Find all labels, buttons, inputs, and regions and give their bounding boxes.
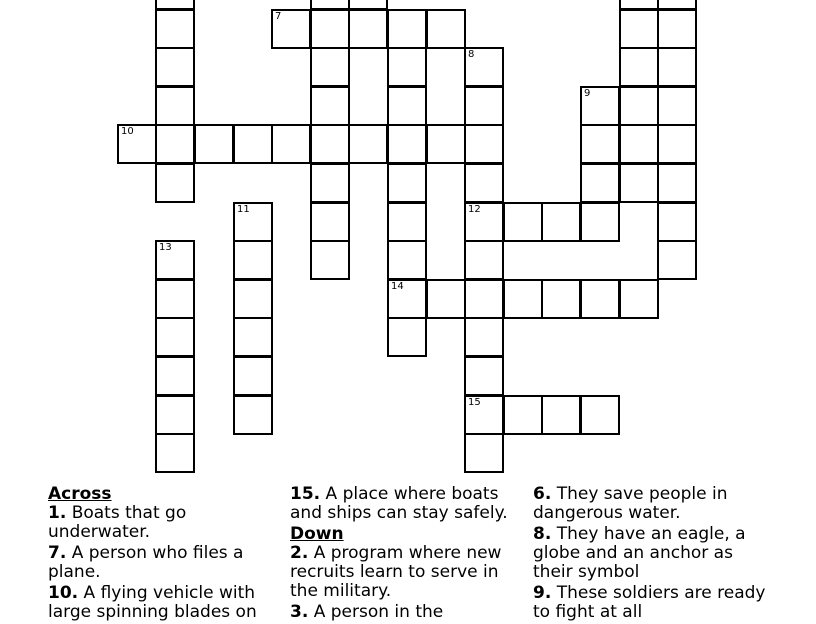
clue-text: Boats that go underwater. <box>48 503 187 542</box>
grid-cell[interactable] <box>155 279 195 319</box>
grid-cell[interactable] <box>155 356 195 396</box>
grid-cell[interactable] <box>619 9 659 49</box>
grid-cell[interactable] <box>233 124 273 164</box>
clue-number: 8. <box>533 524 552 544</box>
grid-cell[interactable] <box>387 163 427 203</box>
clue-number: 1. <box>48 503 67 523</box>
grid-cell[interactable] <box>464 279 504 319</box>
clues-column-1 <box>48 485 276 624</box>
grid-cell[interactable] <box>387 240 427 280</box>
cell-number: 9 <box>584 88 591 99</box>
clue-across-7 <box>48 544 276 582</box>
grid-cell[interactable] <box>619 124 659 164</box>
grid-cell[interactable] <box>310 86 350 126</box>
grid-cell[interactable] <box>657 9 697 49</box>
grid-cell[interactable] <box>657 163 697 203</box>
grid-cell[interactable] <box>464 163 504 203</box>
grid-cell[interactable] <box>580 202 620 242</box>
grid-cell[interactable] <box>580 124 620 164</box>
cell-number: 11 <box>237 204 250 215</box>
grid-cell[interactable] <box>117 124 157 164</box>
grid-cell[interactable] <box>310 163 350 203</box>
grid-cell[interactable] <box>155 9 195 49</box>
clue-number: 9. <box>533 583 552 603</box>
grid-cell[interactable] <box>155 86 195 126</box>
clue-down-2 <box>290 544 520 601</box>
clue-number: 2. <box>290 543 309 563</box>
clues-column-2 <box>290 485 520 624</box>
clue-text: They save people in dangerous water. <box>533 484 728 523</box>
clue-number: 15. <box>290 484 321 504</box>
grid-cell[interactable] <box>426 9 466 49</box>
cell-number: 8 <box>468 49 475 60</box>
clue-down-8 <box>533 525 768 582</box>
grid-cell[interactable] <box>619 47 659 87</box>
clue-text: A flying vehicle with large spinning blades on <box>48 583 257 622</box>
cell-number: 7 <box>275 11 282 22</box>
grid-cell[interactable] <box>541 279 581 319</box>
clue-text: A person who files a plane. <box>48 543 244 582</box>
grid-cell[interactable] <box>310 47 350 87</box>
grid-cell[interactable] <box>194 124 234 164</box>
grid-cell[interactable] <box>503 395 543 435</box>
clue-down-6 <box>533 485 768 523</box>
down-heading: Down <box>290 524 344 544</box>
grid-cell[interactable] <box>657 202 697 242</box>
grid-cell[interactable] <box>464 202 504 242</box>
grid-cell[interactable] <box>541 202 581 242</box>
grid-cell[interactable] <box>503 279 543 319</box>
grid-cell[interactable] <box>464 433 504 473</box>
grid-cell[interactable] <box>155 317 195 357</box>
grid-cell[interactable] <box>619 86 659 126</box>
grid-cell[interactable] <box>426 124 466 164</box>
grid-cell[interactable] <box>619 279 659 319</box>
grid-cell[interactable] <box>387 47 427 87</box>
grid-cell[interactable] <box>657 86 697 126</box>
grid-cell[interactable] <box>387 9 427 49</box>
cell-number: 14 <box>391 281 404 292</box>
grid-cell[interactable] <box>657 47 697 87</box>
clue-across-1 <box>48 504 276 542</box>
grid-cell[interactable] <box>233 317 273 357</box>
clue-number: 3. <box>290 602 309 622</box>
grid-cell[interactable] <box>464 395 504 435</box>
grid-cell[interactable] <box>155 240 195 280</box>
grid-cell[interactable] <box>310 9 350 49</box>
clue-across-10 <box>48 584 276 622</box>
grid-cell[interactable] <box>580 279 620 319</box>
cell-number: 12 <box>468 204 481 215</box>
grid-cell[interactable] <box>580 163 620 203</box>
clue-text: A person in the <box>313 602 444 622</box>
grid-cell[interactable] <box>464 47 504 87</box>
clue-number: 10. <box>48 583 79 603</box>
clue-down-9 <box>533 584 768 622</box>
clues-column-3 <box>533 485 768 624</box>
grid-cell[interactable] <box>464 317 504 357</box>
clue-text: These soldiers are ready to fight at all <box>533 583 766 622</box>
clue-text: A program where new recruits learn to serve in the military. <box>290 543 502 601</box>
grid-cell[interactable] <box>387 86 427 126</box>
grid-cell[interactable] <box>387 279 427 319</box>
grid-cell[interactable] <box>310 240 350 280</box>
grid-cell[interactable] <box>619 163 659 203</box>
clue-down-3 <box>290 603 520 622</box>
grid-cell[interactable] <box>310 124 350 164</box>
grid-cell[interactable] <box>155 47 195 87</box>
cell-number: 15 <box>468 397 481 408</box>
grid-cell[interactable] <box>155 395 195 435</box>
grid-cell[interactable] <box>233 202 273 242</box>
clue-number: 6. <box>533 484 552 504</box>
grid-cell[interactable] <box>348 9 388 49</box>
grid-cell[interactable] <box>155 124 195 164</box>
grid-cell[interactable] <box>580 395 620 435</box>
grid-cell[interactable] <box>387 124 427 164</box>
grid-cell[interactable] <box>387 317 427 357</box>
clue-number: 7. <box>48 543 67 563</box>
grid-cell[interactable] <box>464 86 504 126</box>
grid-cell[interactable] <box>426 279 466 319</box>
grid-cell[interactable] <box>541 395 581 435</box>
grid-cell[interactable] <box>580 86 620 126</box>
grid-cell[interactable] <box>271 9 311 49</box>
grid-cell[interactable] <box>233 279 273 319</box>
grid-cell[interactable] <box>310 202 350 242</box>
grid-cell[interactable] <box>233 395 273 435</box>
across-heading: Across <box>48 484 112 504</box>
grid-cell[interactable] <box>155 163 195 203</box>
grid-cell[interactable] <box>464 240 504 280</box>
grid-cell[interactable] <box>464 356 504 396</box>
grid-cell[interactable] <box>387 202 427 242</box>
grid-cell[interactable] <box>657 240 697 280</box>
cell-number: 13 <box>159 242 172 253</box>
grid-cell[interactable] <box>155 433 195 473</box>
grid-cell[interactable] <box>233 356 273 396</box>
grid-cell[interactable] <box>503 202 543 242</box>
grid-cell[interactable] <box>464 124 504 164</box>
clue-across-15 <box>290 485 520 523</box>
grid-cell[interactable] <box>657 124 697 164</box>
grid-cell[interactable] <box>348 124 388 164</box>
grid-cell[interactable] <box>271 124 311 164</box>
clue-text: A place where boats and ships can stay safely. <box>290 484 508 523</box>
cell-number: 10 <box>121 126 134 137</box>
grid-cell[interactable] <box>233 240 273 280</box>
clue-text: They have an eagle, a globe and an anchor as their symbol <box>533 524 746 582</box>
